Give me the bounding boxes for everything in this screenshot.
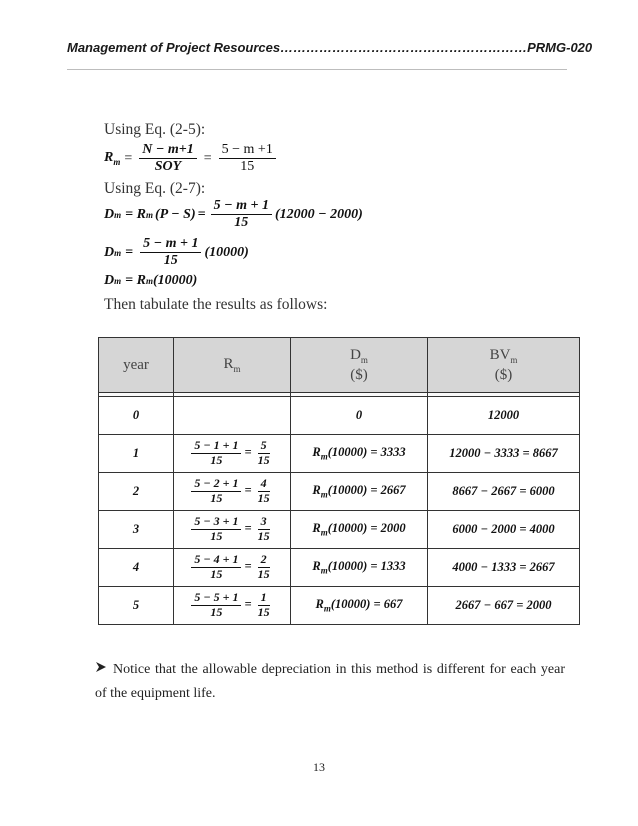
cell-year: 2 xyxy=(99,473,174,511)
header-rule xyxy=(67,69,567,70)
cell-rm: $\frac{5 - 4 + 1}{15}$ = $\frac{2}{15}$ xyxy=(174,549,291,587)
cell-bvm: 4000 − 1333 = 2667 xyxy=(428,549,580,587)
cell-bvm: 12000 xyxy=(428,397,580,435)
cell-year: 0 xyxy=(99,397,174,435)
eq25-fraction-1: $\frac{N - m+1}{\text{SOY}}$ xyxy=(139,142,196,175)
running-header: Management of Project Resources…………………………………………………PRMG-020 xyxy=(67,40,593,55)
cell-year: 3 xyxy=(99,511,174,549)
col-year: year xyxy=(99,338,174,393)
eq27-line-1: D m = R m (P − S) = $\frac{5 - m + 1}{15}$ (12000 − 2000) xyxy=(104,198,363,231)
table-row xyxy=(99,473,580,511)
cell-year: 1 xyxy=(99,435,174,473)
col-rm: $R_m$ xyxy=(174,338,291,393)
cell-rm xyxy=(174,397,291,435)
eq25-formula: $R_m$ = $\frac{N - m+1}{\text{SOY}}$ = $\frac{5 - m +1}{15}$ xyxy=(104,142,279,175)
cell-dm: $R_m(10000) = 1333$ xyxy=(291,549,428,587)
table-row xyxy=(99,435,580,473)
cell-bvm: 2667 − 667 = 2000 xyxy=(428,587,580,625)
then-text: Then tabulate the results as follows: xyxy=(104,296,328,313)
table-row xyxy=(99,549,580,587)
note-text: Notice that the allowable depreciation in this method is different for each year of the equipment life. xyxy=(95,662,565,701)
page-number: 13 xyxy=(313,760,325,774)
table-row xyxy=(99,397,580,435)
cell-rm: $\frac{5 - 5 + 1}{15}$ = $\frac{1}{15}$ xyxy=(174,587,291,625)
cell-year: 4 xyxy=(99,549,174,587)
cell-rm: $\frac{5 - 2 + 1}{15}$ = $\frac{4}{15}$ xyxy=(174,473,291,511)
eq27-line-2: D m = $\frac{5 - m + 1}{15}$ (10000) xyxy=(104,236,249,269)
cell-bvm: 8667 − 2667 = 6000 xyxy=(428,473,580,511)
cell-rm: $\frac{5 - 1 + 1}{15}$ = $\frac{5}{15}$ xyxy=(174,435,291,473)
col-dm: $D_m$ ($) xyxy=(291,338,428,393)
table-body xyxy=(99,397,580,625)
cell-dm: $R_m(10000) = 667$ xyxy=(291,587,428,625)
cell-dm: $R_m(10000) = 2667$ xyxy=(291,473,428,511)
cell-dm: 0 xyxy=(291,397,428,435)
table-row xyxy=(99,587,580,625)
eq27-label: Using Eq. (2-7): xyxy=(104,180,206,197)
eq25-fraction-2: $\frac{5 - m +1}{15}$ xyxy=(219,142,276,175)
eq25-label: Using Eq. (2-5): xyxy=(104,121,206,138)
cell-dm: $R_m(10000) = 2000$ xyxy=(291,511,428,549)
results-table xyxy=(98,337,580,625)
note-paragraph xyxy=(95,658,565,706)
table-header-row xyxy=(99,338,580,393)
arrow-bullet-icon xyxy=(95,658,113,682)
cell-bvm: 12000 − 3333 = 8667 xyxy=(428,435,580,473)
cell-dm: $R_m(10000) = 3333$ xyxy=(291,435,428,473)
cell-bvm: 6000 − 2000 = 4000 xyxy=(428,511,580,549)
eq27-line-3: D m = R m (10000) xyxy=(104,273,198,288)
cell-rm: $\frac{5 - 3 + 1}{15}$ = $\frac{3}{15}$ xyxy=(174,511,291,549)
col-bvm: $BV_m$ ($) xyxy=(428,338,580,393)
cell-year: 5 xyxy=(99,587,174,625)
table-row xyxy=(99,511,580,549)
